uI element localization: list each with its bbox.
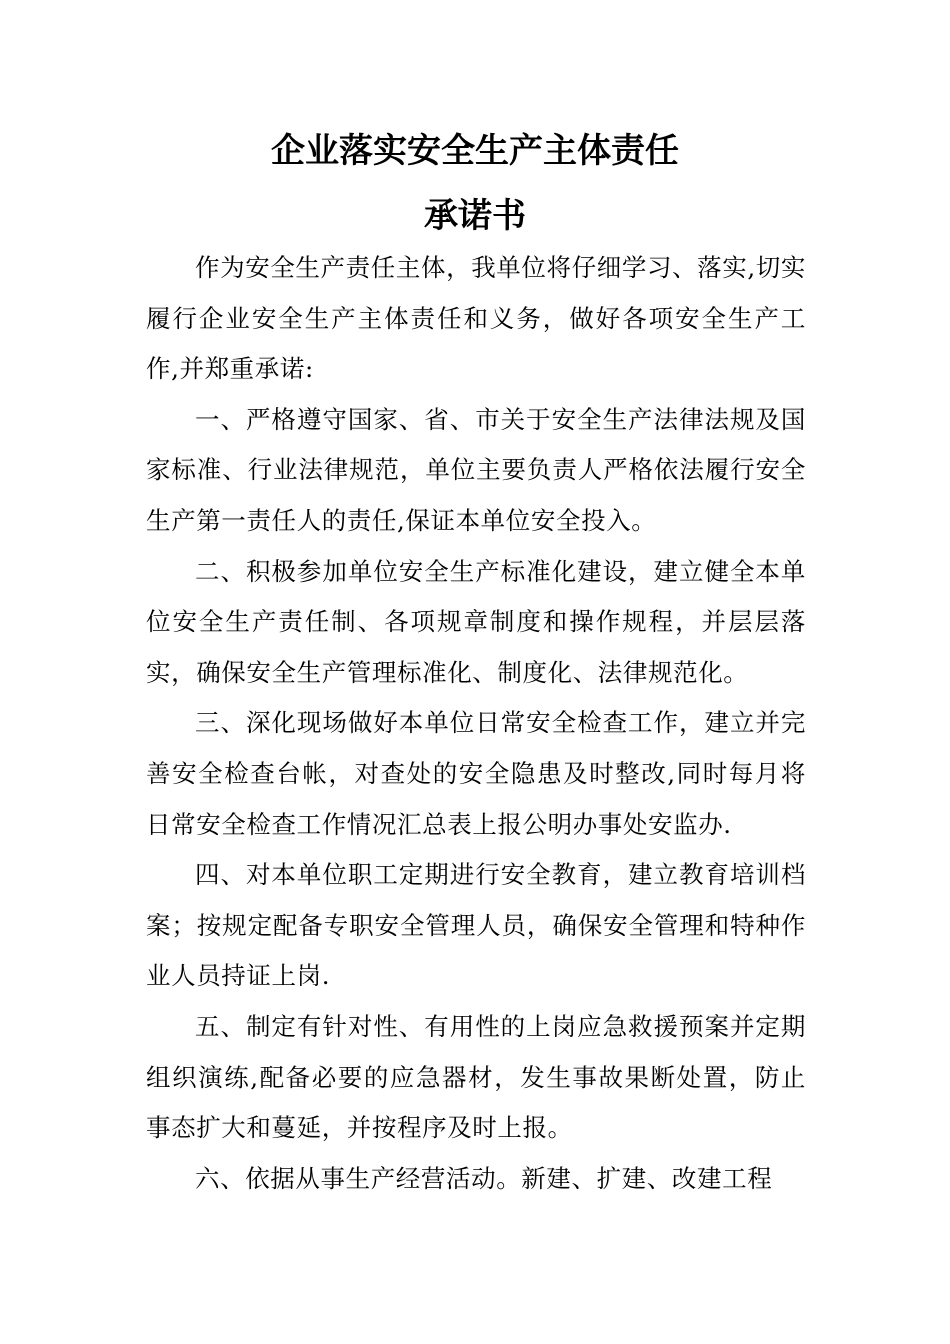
paragraph-item-4: 四、对本单位职工定期进行安全教育，建立教育培训档案；按规定配备专职安全管理人员，确保安全管理和特种作业人员持证上岗.	[146, 860, 806, 991]
document-subtitle: 承诺书	[424, 196, 526, 236]
paragraph-item-3: 三、深化现场做好本单位日常安全检查工作，建立并完善安全检查台帐，对查处的安全隐患及时整改,同时每月将日常安全检查工作情况汇总表上报公明办事处安监办.	[146, 708, 806, 839]
paragraph-item-1: 一、严格遵守国家、省、市关于安全生产法律法规及国家标准、行业法律规范，单位主要负责人严格依法履行安全生产第一责任人的责任,保证本单位安全投入。	[146, 404, 806, 535]
paragraph-item-5: 五、制定有针对性、有用性的上岗应急救援预案并定期组织演练,配备必要的应急器材，发生事故果断处置，防止事态扩大和蔓延，并按程序及时上报。	[146, 1011, 806, 1143]
paragraph-item-2: 二、积极参加单位安全生产标准化建设，建立健全本单位安全生产责任制、各项规章制度和操作规程，并层层落实，确保安全生产管理标准化、制度化、法律规范化。	[146, 556, 806, 687]
paragraph-intro: 作为安全生产责任主体，我单位将仔细学习、落实,切实履行企业安全生产主体责任和义务，做好各项安全生产工作,并郑重承诺:	[146, 253, 806, 384]
document-body	[146, 243, 806, 1204]
document-title: 企业落实安全生产主体责任	[271, 131, 679, 171]
paragraph-item-6: 六、依据从事生产经营活动。新建、扩建、改建工程	[195, 1163, 773, 1193]
